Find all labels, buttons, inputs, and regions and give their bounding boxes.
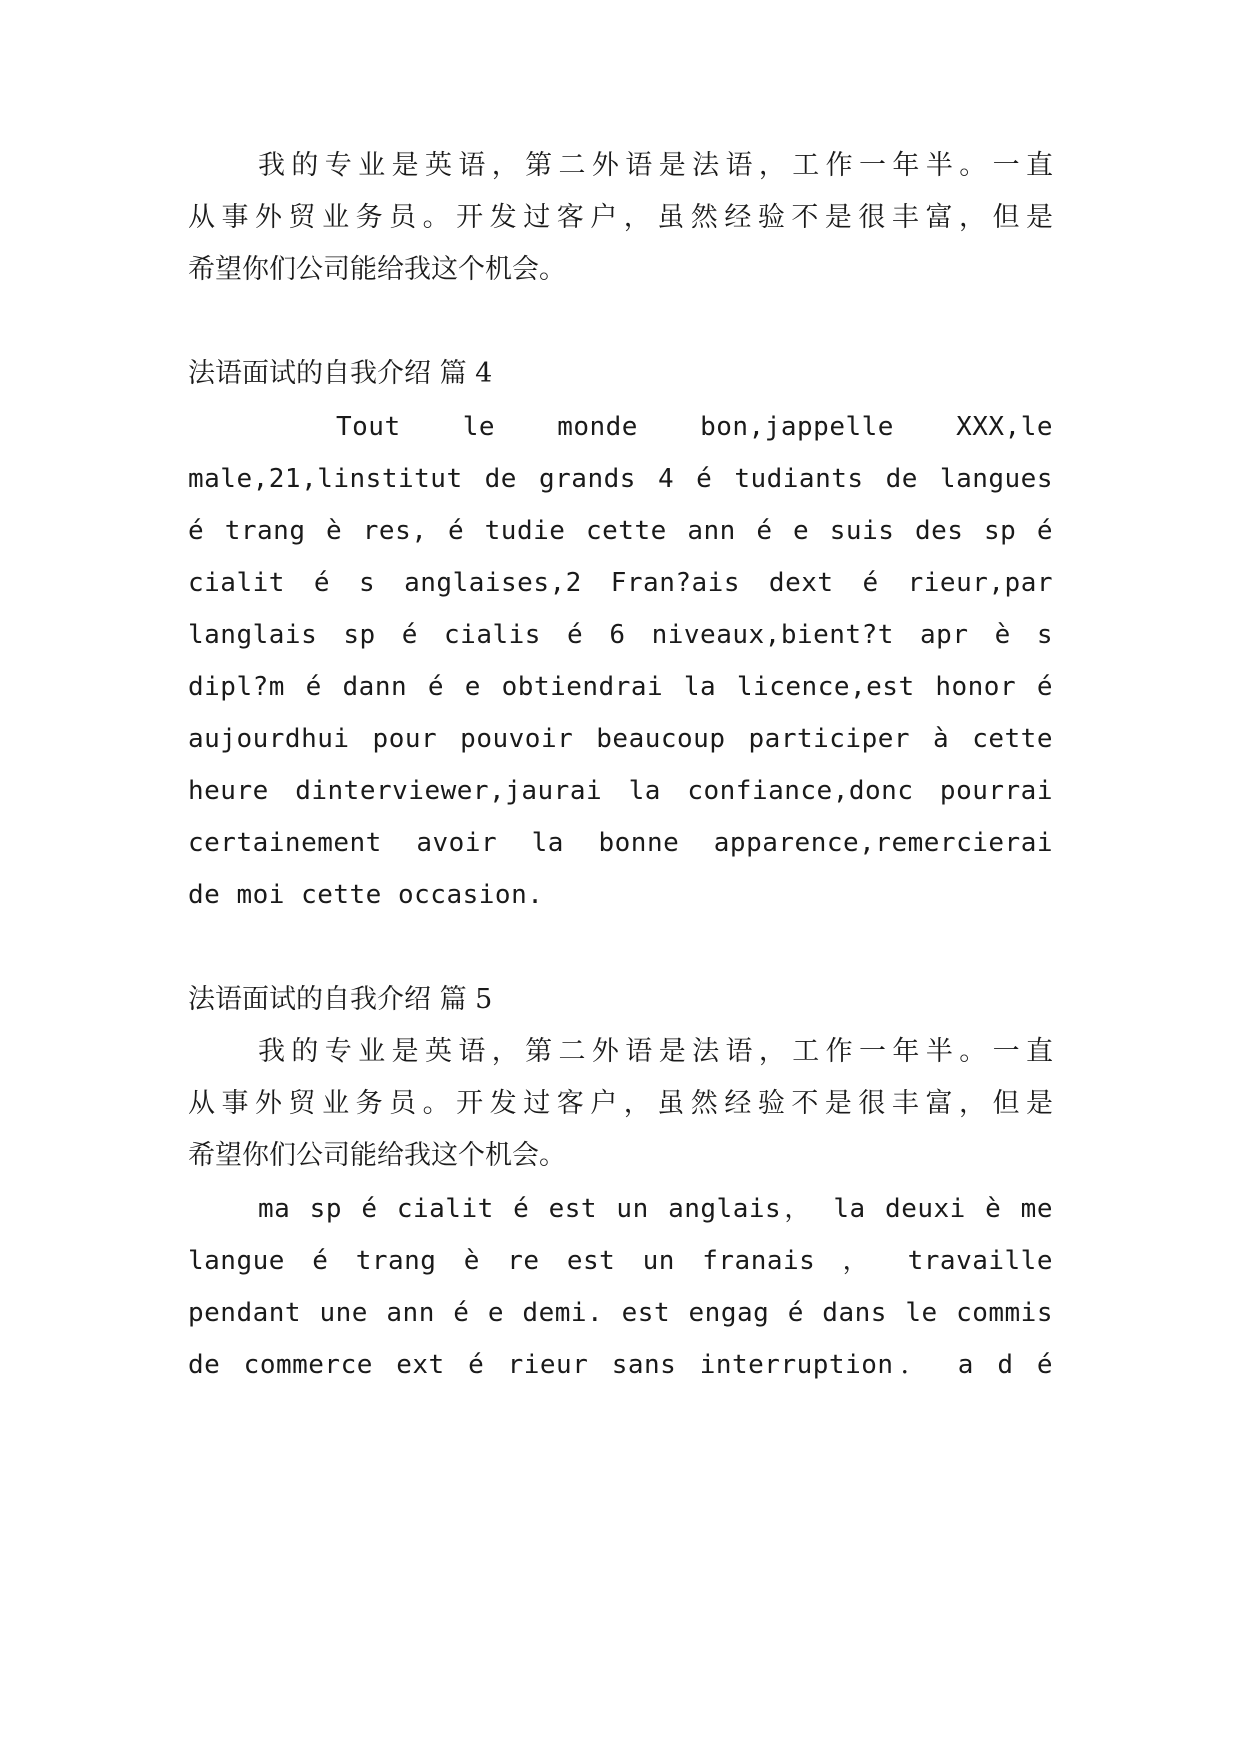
paragraph-line: 希望你们公司能给我这个机会。 [188, 254, 566, 285]
paragraph-line: 希望你们公司能给我这个机会。 [188, 1140, 566, 1171]
paragraph-line: heure dinterviewer,jaurai la confiance,donc pourrai [188, 776, 1053, 806]
paragraph-line: 从事外贸业务员。开发过客户，虽然经验不是很丰富，但是 [188, 1088, 1053, 1119]
paragraph-line: Tout le monde bon,jappelle XXX,le [336, 412, 1053, 442]
paragraph-line: 我的专业是英语，第二外语是法语，工作一年半。一直 [258, 1036, 1053, 1067]
paragraph-line: langlais sp é cialis é 6 niveaux,bient?t apr è s [188, 620, 1053, 650]
paragraph-line: de commerce ext é rieur sans interruption． a d é [188, 1350, 1053, 1380]
paragraph-line: langue é trang è re est un franais ， travaille [188, 1246, 1053, 1276]
paragraph-line: de moi cette occasion. [188, 880, 544, 910]
section-heading: 法语面试的自我介绍 篇 4 [188, 358, 493, 389]
paragraph-line: dipl?m é dann é e obtiendrai la licence,est honor é [188, 672, 1053, 702]
paragraph-line: pendant une ann é e demi. est engag é dans le commis [188, 1298, 1053, 1328]
paragraph-line: ma sp é cialit é est un anglais， la deuxi è me [258, 1194, 1053, 1224]
paragraph-line: é trang è res, é tudie cette ann é e suis des sp é [188, 516, 1053, 546]
paragraph-line: aujourdhui pour pouvoir beaucoup participer à cette [188, 724, 1053, 754]
section-heading: 法语面试的自我介绍 篇 5 [188, 984, 493, 1015]
paragraph-line: certainement avoir la bonne apparence,remercierai [188, 828, 1053, 858]
paragraph-line: cialit é s anglaises,2 Fran?ais dext é rieur,par [188, 568, 1053, 598]
paragraph-line: 我的专业是英语，第二外语是法语，工作一年半。一直 [258, 150, 1053, 181]
paragraph-line: male,21,linstitut de grands 4 é tudiants de langues [188, 464, 1053, 494]
paragraph-line: 从事外贸业务员。开发过客户，虽然经验不是很丰富，但是 [188, 202, 1053, 233]
